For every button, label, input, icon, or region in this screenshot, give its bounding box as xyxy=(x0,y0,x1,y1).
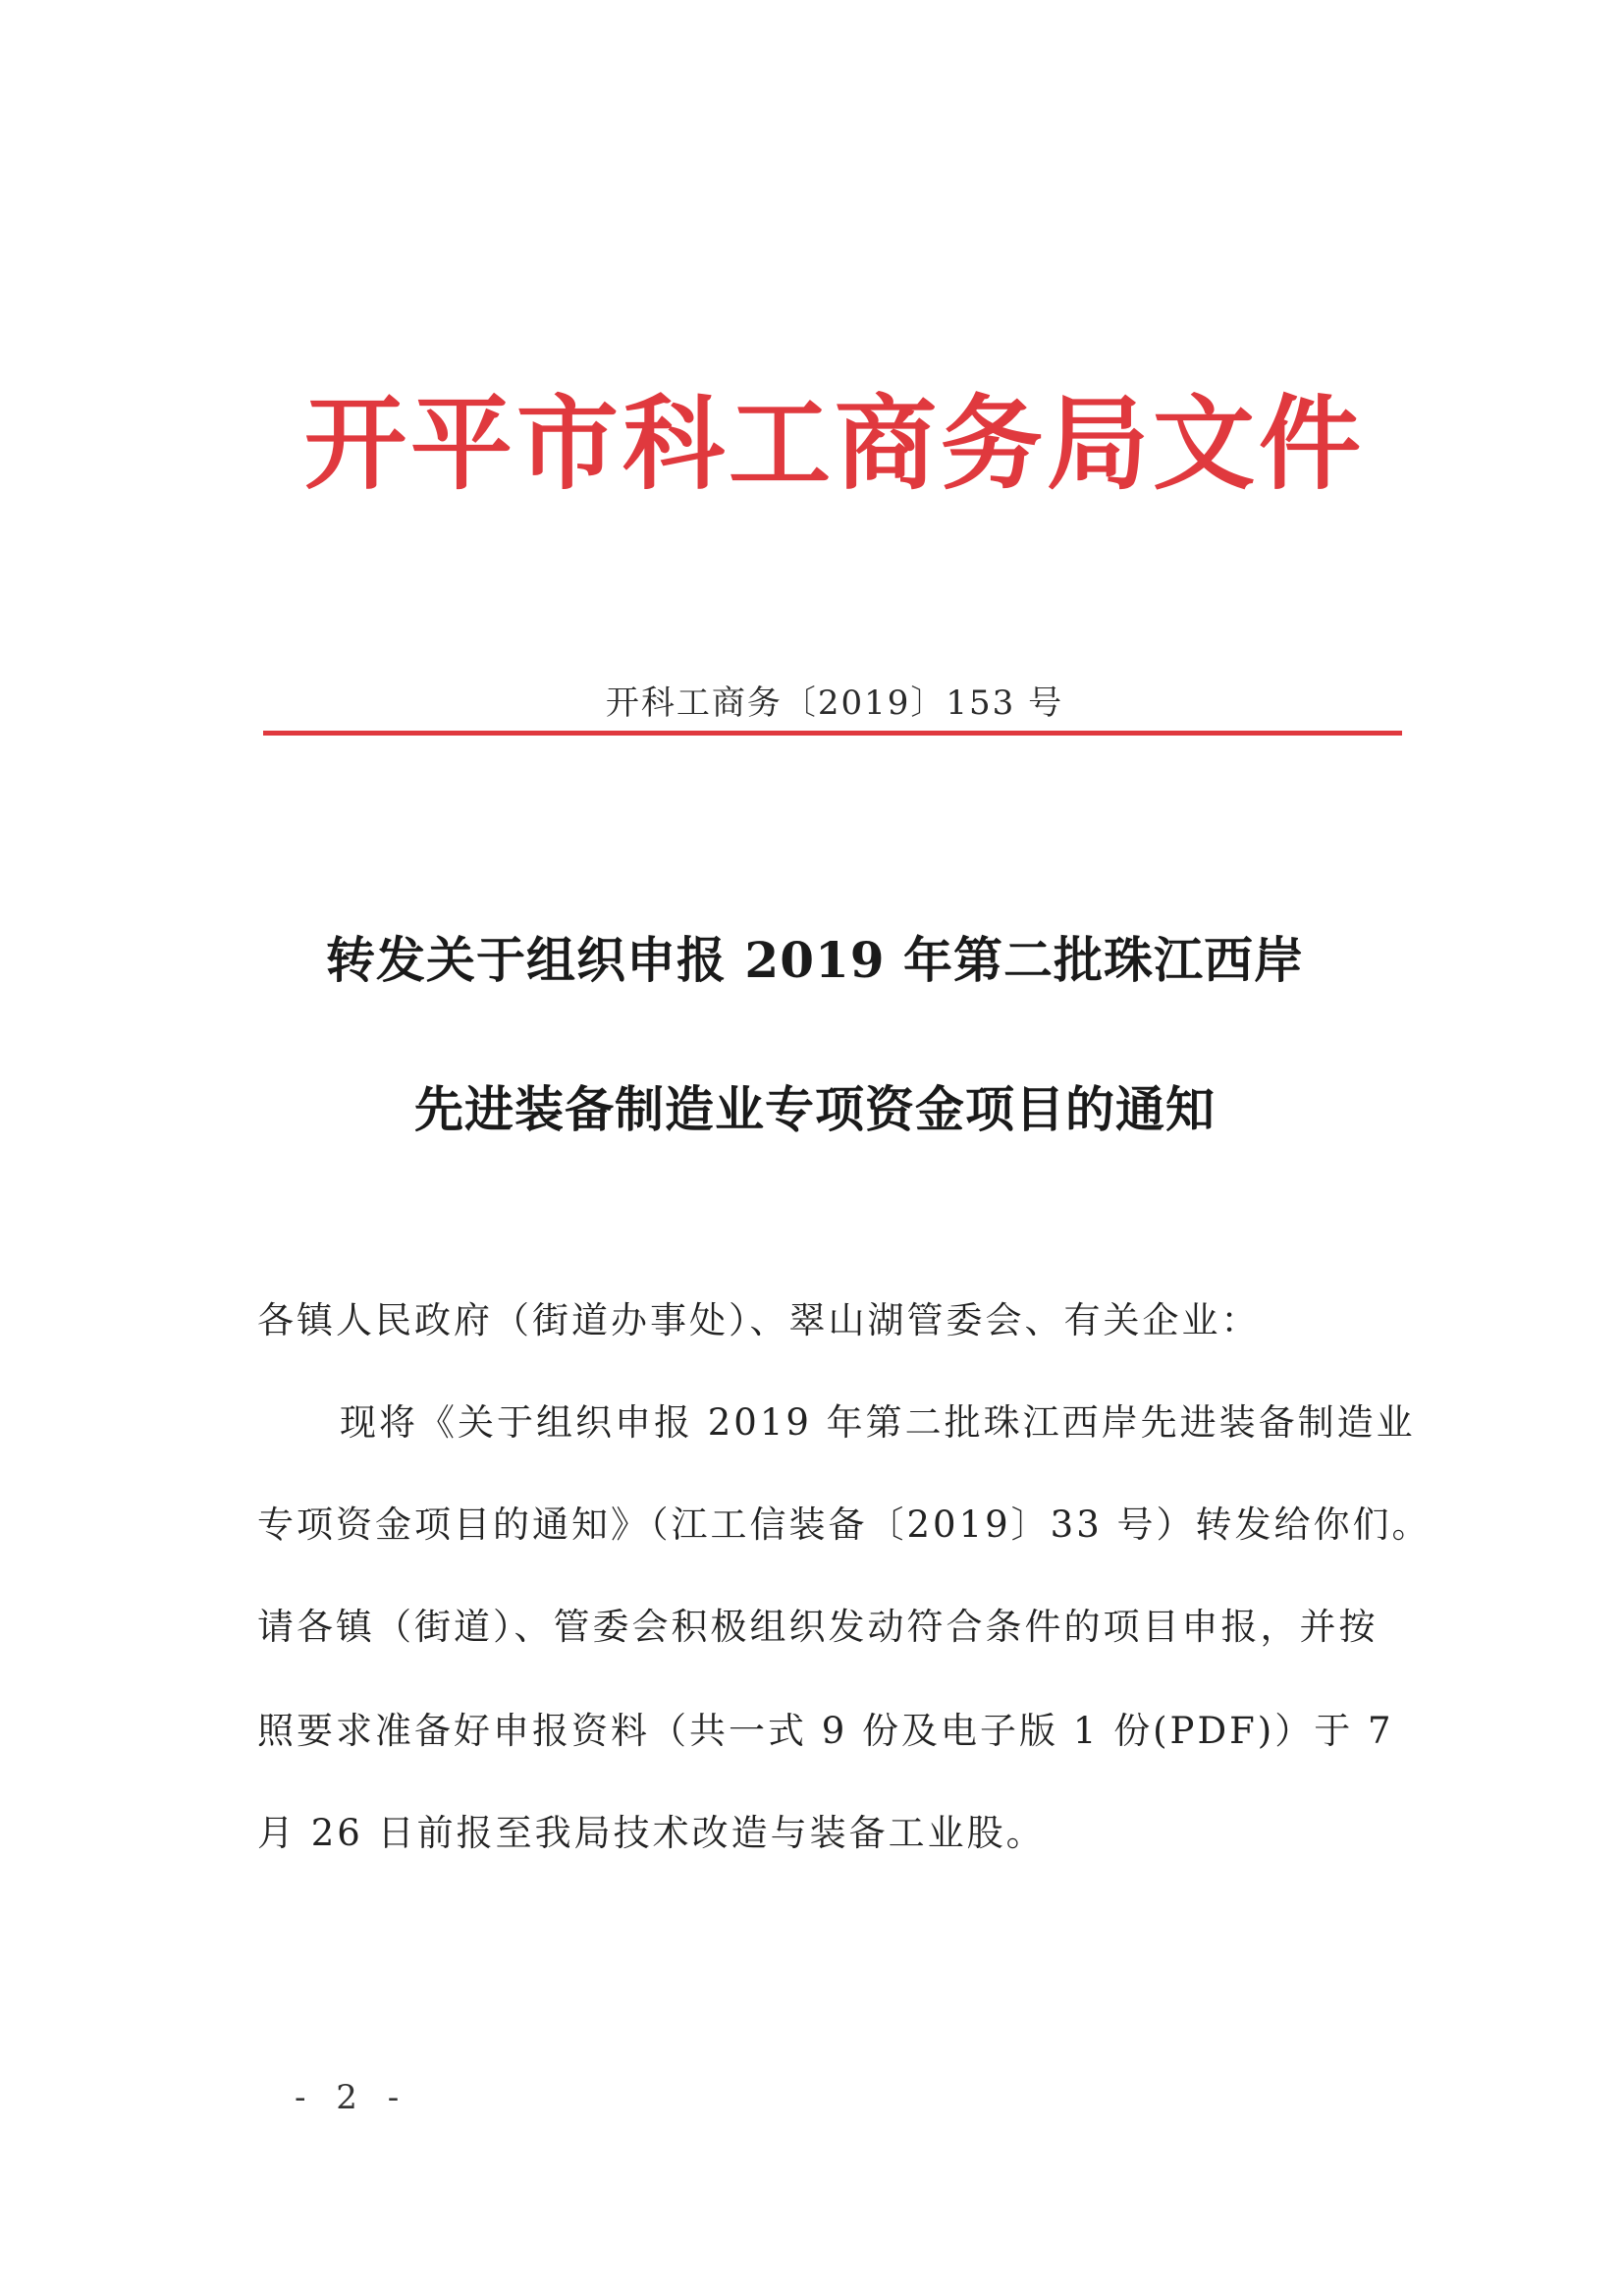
body-line: 专项资金项目的通知》（江工信装备〔2019〕33 号）转发给你们。 xyxy=(257,1503,1432,1546)
body-line: 照要求准备好申报资料（共一式 9 份及电子版 1 份(PDF)）于 7 xyxy=(257,1710,1394,1752)
document-title-line-1: 转发关于组织申报 2019 年第二批珠江西岸 xyxy=(326,931,1304,989)
body-line: 月 26 日前报至我局技术改造与装备工业股。 xyxy=(257,1812,1046,1854)
body-line: 请各镇（街道）、管委会积极组织发动符合条件的项目申报，并按 xyxy=(257,1606,1379,1648)
salutation: 各镇人民政府（街道办事处）、翠山湖管委会、有关企业： xyxy=(257,1299,1261,1341)
body-line: 现将《关于组织申报 2019 年第二批珠江西岸先进装备制造业 xyxy=(340,1401,1416,1444)
red-separator-line xyxy=(263,731,1402,736)
document-title-line-2: 先进装备制造业专项资金项目的通知 xyxy=(414,1080,1216,1138)
issuing-authority-header: 开平市科工商务局文件 xyxy=(303,383,1365,504)
document-number: 开科工商务〔2019〕153 号 xyxy=(605,683,1064,723)
page-number: - 2 - xyxy=(295,2078,409,2117)
